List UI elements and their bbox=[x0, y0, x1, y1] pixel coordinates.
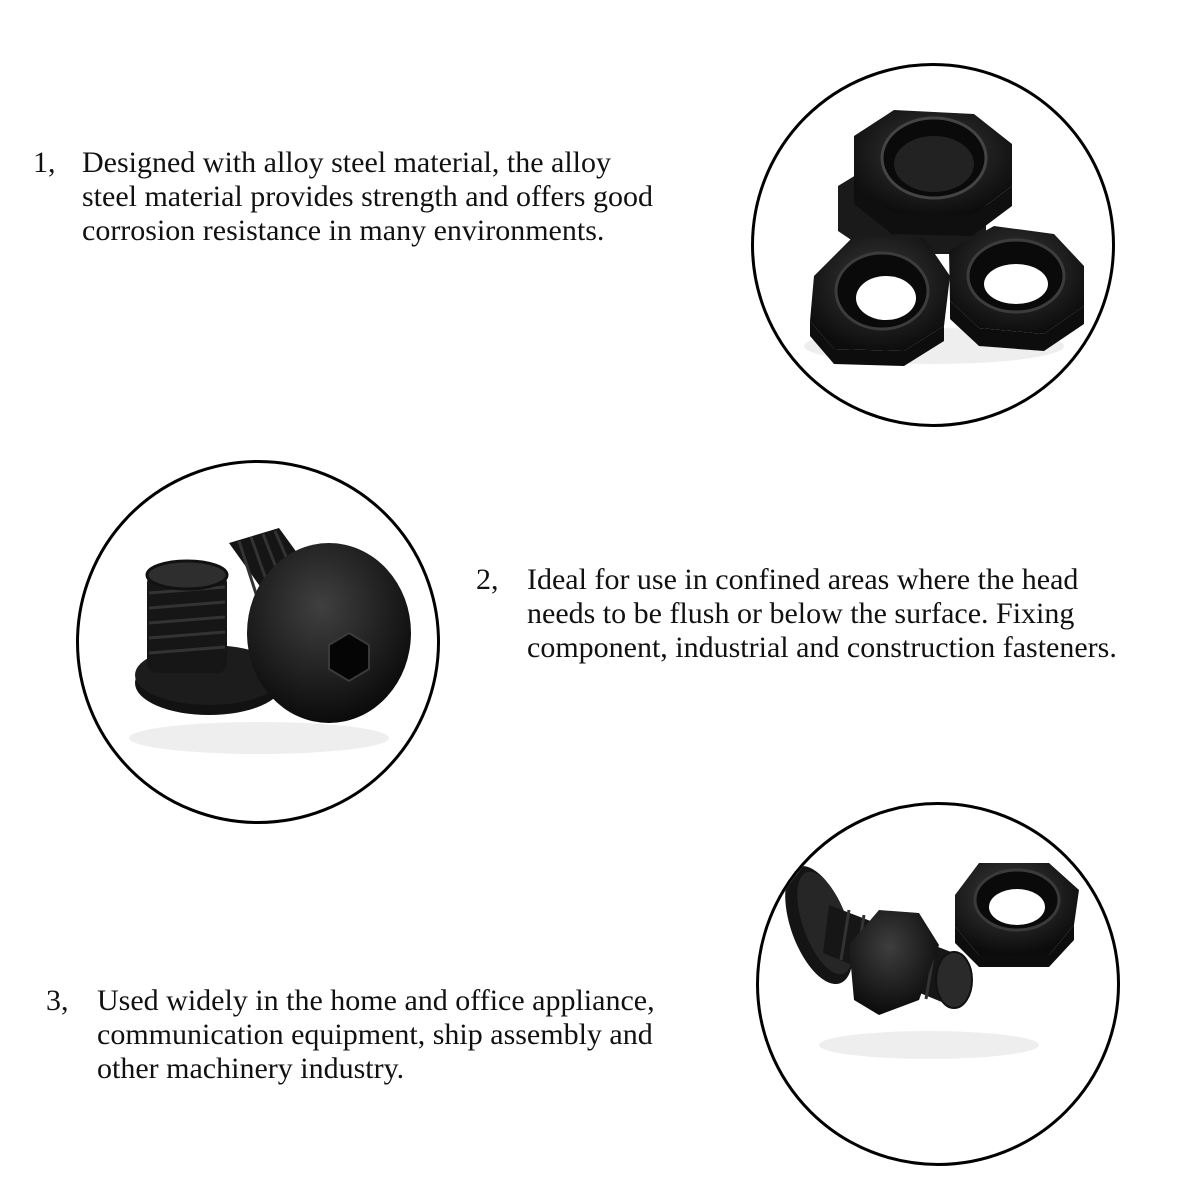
feature-2-line-2: needs to be flush or below the surface. Fixing bbox=[527, 597, 1075, 630]
feature-1-line-1: Designed with alloy steel material, the alloy bbox=[82, 146, 612, 179]
feature-3-line-1: Used widely in the home and office appliance, bbox=[97, 984, 655, 1017]
hex-nuts-icon bbox=[754, 66, 1112, 424]
bolt-and-nut-icon bbox=[759, 805, 1117, 1163]
feature-1-number: 1, bbox=[33, 146, 56, 179]
feature-3-text bbox=[97, 984, 655, 1086]
feature-2-line-3: component, industrial and construction fasteners. bbox=[527, 631, 1117, 664]
feature-3-line-2: communication equipment, ship assembly and bbox=[97, 1018, 653, 1051]
feature-1-line-2: steel material provides strength and offers good bbox=[82, 180, 653, 213]
button-head-screws-image bbox=[76, 460, 440, 824]
feature-2-line-1: Ideal for use in confined areas where the head bbox=[527, 563, 1079, 596]
bolt-and-nut-image bbox=[756, 802, 1120, 1166]
feature-3-number: 3, bbox=[46, 984, 69, 1017]
feature-1-line-3: corrosion resistance in many environments. bbox=[82, 214, 605, 247]
button-head-screws-icon bbox=[79, 463, 437, 821]
feature-2-text bbox=[527, 563, 1117, 665]
feature-3-line-3: other machinery industry. bbox=[97, 1052, 405, 1085]
feature-1-text bbox=[82, 146, 653, 248]
feature-2-number: 2, bbox=[476, 563, 499, 596]
hex-nuts-image bbox=[751, 63, 1115, 427]
